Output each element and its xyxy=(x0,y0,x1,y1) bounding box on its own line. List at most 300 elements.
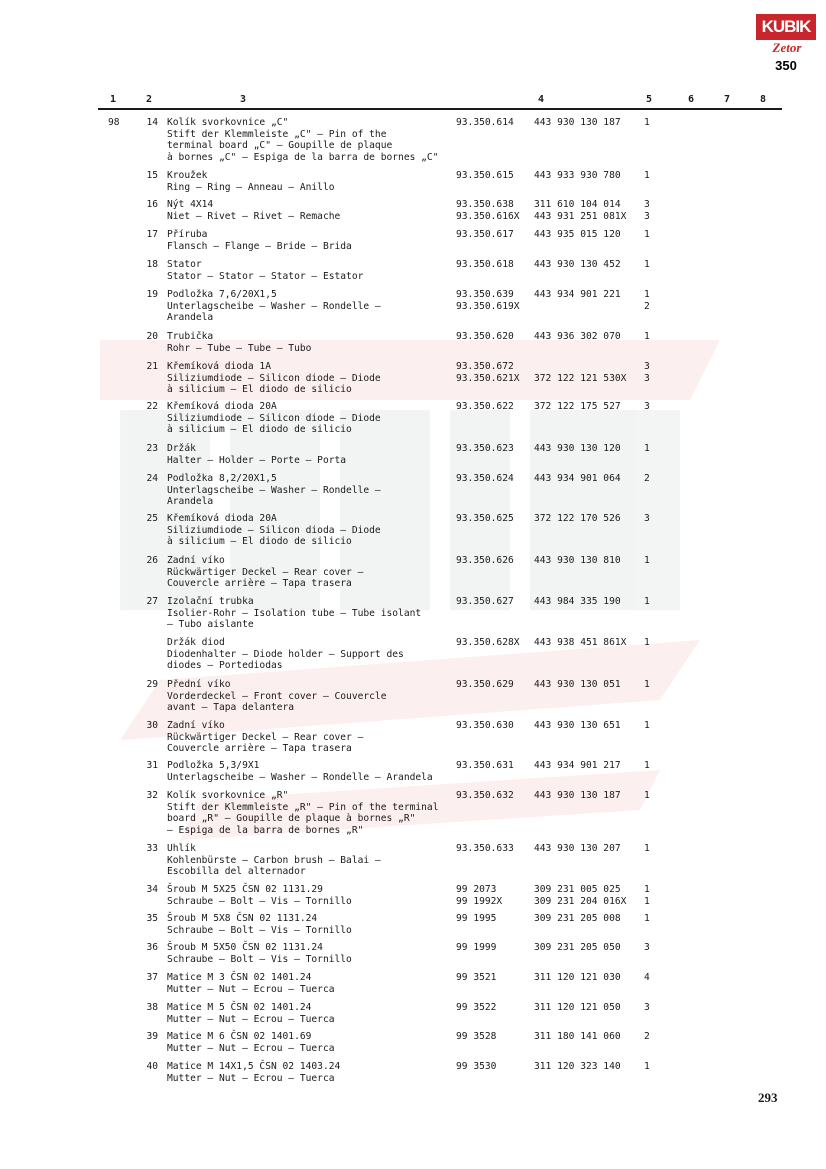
code-number-cell xyxy=(534,229,644,241)
code-number: 311 180 141 060 xyxy=(534,1031,621,1042)
description-line: Diodenhalter — Diode holder — Support des xyxy=(167,648,404,660)
position-number: 35 xyxy=(146,913,158,924)
part-number-cell xyxy=(456,942,536,954)
quantity-cell xyxy=(644,170,658,182)
part-number: 93.350.625 xyxy=(456,513,514,524)
part-number: 93.350.618 xyxy=(456,259,514,270)
quantity-cell xyxy=(644,760,658,772)
part-number: 93.350.614 xyxy=(456,117,514,128)
quantity-cell xyxy=(644,720,658,732)
description-line: Rückwärtiger Deckel — Rear cover — xyxy=(167,566,364,578)
header-rule xyxy=(98,108,782,110)
code-number: 443 930 130 120 xyxy=(534,443,621,454)
kubik-zetor-logo xyxy=(756,14,816,76)
code-number: 443 933 930 780 xyxy=(534,170,621,181)
column-header: 5 xyxy=(646,94,653,105)
code-number-cell xyxy=(534,289,644,301)
position-number: 36 xyxy=(146,942,158,953)
description-line: Unterlagscheibe — Washer — Rondelle — xyxy=(167,484,381,496)
code-number: 443 930 130 187 xyxy=(534,117,621,128)
quantity-cell xyxy=(644,361,658,384)
description-line: Unterlagscheibe — Washer — Rondelle — xyxy=(167,300,381,312)
description-line: Stator — Stator — Stator — Estator xyxy=(167,270,364,282)
code-number-cell xyxy=(534,473,644,485)
part-description xyxy=(167,790,457,836)
part-number: 93.350.627 xyxy=(456,596,514,607)
part-number: 93.350.623 xyxy=(456,443,514,454)
description-line: Zadní víko xyxy=(167,555,225,566)
part-number-cell xyxy=(456,972,536,984)
quantity-cell xyxy=(644,443,658,455)
code-number: 443 930 130 452 xyxy=(534,259,621,270)
part-number-cell xyxy=(456,361,536,384)
code-number: 311 610 104 014 xyxy=(534,199,621,210)
code-number-cell xyxy=(534,401,644,413)
part-description xyxy=(167,170,457,193)
description-line: Unterlagscheibe — Washer — Rondelle — Arandela xyxy=(167,771,433,783)
code-number-cell xyxy=(534,555,644,567)
description-line: Schraube — Bolt — Vis — Tornillo xyxy=(167,953,352,965)
column-header: 1 xyxy=(110,94,117,105)
code-number-cell xyxy=(534,443,644,455)
part-number-cell xyxy=(456,1002,536,1014)
quantity: 2 xyxy=(644,300,650,312)
code-number: 443 930 130 207 xyxy=(534,843,621,854)
code-number-cell xyxy=(534,596,644,608)
description-line: à silicium — El diodo de silicio xyxy=(167,384,352,396)
description-line: Kroužek xyxy=(167,170,208,181)
description-line: Siliziumdiode — Silicon diode — Diode xyxy=(167,372,381,384)
part-number-cell xyxy=(456,555,536,567)
code-number-cell xyxy=(534,843,644,855)
part-number: 99 2073 xyxy=(456,884,497,895)
column-header: 3 xyxy=(240,94,247,105)
quantity-cell xyxy=(644,972,658,984)
quantity: 1 xyxy=(644,596,650,607)
code-number: 309 231 204 016X xyxy=(534,895,627,907)
quantity: 1 xyxy=(644,720,650,731)
position-number: 33 xyxy=(146,843,158,854)
description-line: Rückwärtiger Deckel — Rear cover — xyxy=(167,731,364,743)
description-line: Držák xyxy=(167,443,196,454)
part-number: 93.350.632 xyxy=(456,790,514,801)
position-number: 26 xyxy=(146,555,158,566)
code-number-cell xyxy=(534,637,644,649)
description-line: Kohlenbürste — Carbon brush — Balai — xyxy=(167,854,381,866)
quantity-cell xyxy=(644,1031,658,1043)
part-description xyxy=(167,596,457,631)
description-line: Trubička xyxy=(167,331,214,342)
code-number: 443 935 015 120 xyxy=(534,229,621,240)
column-header: 6 xyxy=(688,94,695,105)
column-header: 4 xyxy=(538,94,545,105)
quantity-cell xyxy=(644,117,658,129)
part-number-cell xyxy=(456,443,536,455)
code-number-cell xyxy=(534,720,644,732)
quantity: 3 xyxy=(644,210,650,222)
part-number-cell xyxy=(456,843,536,855)
position-number: 20 xyxy=(146,331,158,342)
code-number: 311 120 121 050 xyxy=(534,1002,621,1013)
code-number: 443 930 130 051 xyxy=(534,679,621,690)
part-number: 93.350.624 xyxy=(456,473,514,484)
description-line: diodes — Portediodas xyxy=(167,660,283,672)
code-number-cell xyxy=(534,361,644,384)
description-line: Matice M 14X1,5 ČSN 02 1403.24 xyxy=(167,1061,341,1072)
part-number: 99 1995 xyxy=(456,913,497,924)
description-line: Rohr — Tube — Tube — Tubo xyxy=(167,342,312,354)
part-description xyxy=(167,972,457,995)
position-number: 23 xyxy=(146,443,158,454)
description-line: Nýt 4X14 xyxy=(167,199,214,210)
part-number-cell xyxy=(456,913,536,925)
quantity-cell xyxy=(644,259,658,271)
part-description xyxy=(167,1031,457,1054)
part-number: 93.350.672 xyxy=(456,361,514,372)
quantity-cell xyxy=(644,843,658,855)
part-number: 93.350.628X xyxy=(456,637,520,648)
quantity: 1 xyxy=(644,843,650,854)
quantity-cell xyxy=(644,884,658,907)
code-number-cell xyxy=(534,1061,644,1073)
description-line: Niet — Rivet — Rivet — Remache xyxy=(167,210,341,222)
code-number: 443 930 130 651 xyxy=(534,720,621,731)
part-description xyxy=(167,679,457,714)
position-number: 38 xyxy=(146,1002,158,1013)
logo-brand: KUBIK xyxy=(756,14,816,40)
logo-sub: Zetor xyxy=(772,40,802,55)
part-description xyxy=(167,401,457,436)
part-number-cell xyxy=(456,1061,536,1073)
part-number-cell xyxy=(456,790,536,802)
part-number: 93.350.630 xyxy=(456,720,514,731)
part-description xyxy=(167,443,457,466)
quantity-cell xyxy=(644,473,658,485)
position-number: 27 xyxy=(146,596,158,607)
description-line: Podložka 5,3/9X1 xyxy=(167,760,260,771)
code-number: 443 930 130 187 xyxy=(534,790,621,801)
part-number: 93.350.616X xyxy=(456,210,520,222)
part-description xyxy=(167,199,457,222)
quantity-cell xyxy=(644,513,658,525)
group-number: 98 xyxy=(108,117,120,128)
part-description xyxy=(167,473,457,508)
quantity-cell xyxy=(644,596,658,608)
description-line: board „R" — Goupille de plaque à bornes „R" xyxy=(167,813,416,825)
code-number: 443 934 901 217 xyxy=(534,760,621,771)
quantity: 1 xyxy=(644,1061,650,1072)
description-line: Ring — Ring — Anneau — Anillo xyxy=(167,181,335,193)
part-description xyxy=(167,637,457,672)
part-description xyxy=(167,720,457,755)
description-line: Příruba xyxy=(167,229,208,240)
part-description xyxy=(167,331,457,354)
description-line: à silicium — El diodo de silicio xyxy=(167,424,352,436)
part-description xyxy=(167,513,457,548)
part-number-cell xyxy=(456,513,536,525)
description-line: Kolík svorkovnice „R" xyxy=(167,790,289,801)
quantity: 2 xyxy=(644,1031,650,1042)
quantity-cell xyxy=(644,637,658,649)
part-description xyxy=(167,259,457,282)
position-number: 32 xyxy=(146,790,158,801)
code-number-cell xyxy=(534,331,644,343)
part-number: 99 3530 xyxy=(456,1061,497,1072)
quantity-cell xyxy=(644,942,658,954)
part-number: 93.350.619X xyxy=(456,300,520,312)
code-number: 372 122 170 526 xyxy=(534,513,621,524)
code-number: 311 120 121 030 xyxy=(534,972,621,983)
description-line: Siliziumdiode — Silicon diode — Diode xyxy=(167,412,381,424)
code-number-cell xyxy=(534,117,644,129)
part-number: 93.350.622 xyxy=(456,401,514,412)
description-line: Schraube — Bolt — Vis — Tornillo xyxy=(167,895,352,907)
part-number: 93.350.626 xyxy=(456,555,514,566)
quantity: 1 xyxy=(644,443,650,454)
position-number: 16 xyxy=(146,199,158,210)
code-number: 372 122 175 527 xyxy=(534,401,621,412)
part-number-cell xyxy=(456,259,536,271)
part-number-cell xyxy=(456,117,536,129)
part-description xyxy=(167,884,457,907)
description-line: Mutter — Nut — Ecrou — Tuerca xyxy=(167,1013,335,1025)
description-line: Podložka 7,6/20X1,5 xyxy=(167,289,277,300)
page-number: 293 xyxy=(758,1090,778,1105)
position-number: 24 xyxy=(146,473,158,484)
quantity-cell xyxy=(644,229,658,241)
code-number-cell xyxy=(534,1002,644,1014)
code-number: 443 984 335 190 xyxy=(534,596,621,607)
position-number: 18 xyxy=(146,259,158,270)
quantity: 1 xyxy=(644,331,650,342)
position-number: 29 xyxy=(146,679,158,690)
description-line: Držák diod xyxy=(167,637,225,648)
code-number: 443 930 130 810 xyxy=(534,555,621,566)
part-number-cell xyxy=(456,473,536,485)
part-description xyxy=(167,361,457,396)
quantity: 3 xyxy=(644,1002,650,1013)
description-line: Křemíková dioda 20A xyxy=(167,513,277,524)
description-line: Siliziumdiode — Silicon dioda — Diode xyxy=(167,524,381,536)
part-description xyxy=(167,1002,457,1025)
part-number: 93.350.621X xyxy=(456,372,520,384)
quantity: 1 xyxy=(644,913,650,924)
code-number: 443 931 251 081X xyxy=(534,210,627,222)
quantity: 2 xyxy=(644,473,650,484)
quantity-cell xyxy=(644,199,658,222)
description-line: Halter — Holder — Porte — Porta xyxy=(167,454,347,466)
description-line: Schraube — Bolt — Vis — Tornillo xyxy=(167,924,352,936)
part-number-cell xyxy=(456,760,536,772)
quantity: 1 xyxy=(644,895,650,907)
column-header: 2 xyxy=(146,94,153,105)
description-line: Šroub M 5X8 ČSN 02 1131.24 xyxy=(167,913,318,924)
quantity: 1 xyxy=(644,790,650,801)
quantity-cell xyxy=(644,679,658,691)
description-line: Matice M 5 ČSN 02 1401.24 xyxy=(167,1002,312,1013)
description-line: Přední víko xyxy=(167,679,231,690)
description-line: à silicium — El diodo de silicio xyxy=(167,536,352,548)
position-number: 39 xyxy=(146,1031,158,1042)
code-number: 372 122 121 530X xyxy=(534,372,627,384)
quantity: 3 xyxy=(644,361,650,372)
quantity: 1 xyxy=(644,637,650,648)
code-number-cell xyxy=(534,513,644,525)
quantity-cell xyxy=(644,913,658,925)
position-number: 31 xyxy=(146,760,158,771)
code-number-cell xyxy=(534,790,644,802)
description-line: Mutter — Nut — Ecrou — Tuerca xyxy=(167,1072,335,1084)
position-number: 21 xyxy=(146,361,158,372)
description-line: Podložka 8,2/20X1,5 xyxy=(167,473,277,484)
code-number: 443 934 901 221 xyxy=(534,289,621,300)
description-line: Arandela xyxy=(167,312,214,324)
description-line: Stator xyxy=(167,259,202,270)
quantity: 1 xyxy=(644,170,650,181)
code-number-cell xyxy=(534,259,644,271)
code-number: 309 231 005 025 xyxy=(534,884,621,895)
quantity: 1 xyxy=(644,289,650,300)
part-number: 99 3521 xyxy=(456,972,497,983)
code-number: 443 938 451 861X xyxy=(534,637,627,648)
code-number-cell xyxy=(534,199,644,222)
code-number-cell xyxy=(534,1031,644,1043)
position-number: 14 xyxy=(146,117,158,128)
part-number-cell xyxy=(456,401,536,413)
quantity-cell xyxy=(644,401,658,413)
quantity-cell xyxy=(644,331,658,343)
position-number: 37 xyxy=(146,972,158,983)
code-number-cell xyxy=(534,884,644,907)
part-number-cell xyxy=(456,229,536,241)
part-number: 99 3528 xyxy=(456,1031,497,1042)
position-number: 19 xyxy=(146,289,158,300)
description-line: Isolier-Rohr — Isolation tube — Tube isolant xyxy=(167,607,422,619)
code-number-cell xyxy=(534,679,644,691)
column-header: 7 xyxy=(724,94,731,105)
position-number: 34 xyxy=(146,884,158,895)
part-number: 93.350.629 xyxy=(456,679,514,690)
description-line: Kolík svorkovnice „C" xyxy=(167,117,289,128)
description-line: Mutter — Nut — Ecrou — Tuerca xyxy=(167,1042,335,1054)
code-number-cell xyxy=(534,972,644,984)
description-line: Couvercle arrière — Tapa trasera xyxy=(167,578,352,590)
part-description xyxy=(167,555,457,590)
part-number: 99 3522 xyxy=(456,1002,497,1013)
part-number-cell xyxy=(456,199,536,222)
quantity: 3 xyxy=(644,513,650,524)
description-line: Křemíková dioda 20A xyxy=(167,401,277,412)
description-line: Matice M 3 ČSN 02 1401.24 xyxy=(167,972,312,983)
description-line: terminal board „C" — Goupille de plaque xyxy=(167,140,393,152)
part-description xyxy=(167,1061,457,1084)
description-line: Izolační trubka xyxy=(167,596,254,607)
quantity: 1 xyxy=(644,679,650,690)
description-line: à bornes „C" — Espiga de la barra de bornes „C" xyxy=(167,151,439,163)
quantity-cell xyxy=(644,289,658,312)
part-number: 93.350.638 xyxy=(456,199,514,210)
position-number: 40 xyxy=(146,1061,158,1072)
part-number: 93.350.639 xyxy=(456,289,514,300)
code-number: 311 120 323 140 xyxy=(534,1061,621,1072)
part-number: 93.350.620 xyxy=(456,331,514,342)
part-number: 93.350.615 xyxy=(456,170,514,181)
quantity: 1 xyxy=(644,760,650,771)
part-number-cell xyxy=(456,637,536,649)
part-number-cell xyxy=(456,170,536,182)
position-number: 17 xyxy=(146,229,158,240)
code-number: 309 231 205 050 xyxy=(534,942,621,953)
description-line: Šroub M 5X25 ČSN 02 1131.29 xyxy=(167,884,323,895)
position-number: 15 xyxy=(146,170,158,181)
part-number-cell xyxy=(456,289,536,312)
column-header: 8 xyxy=(760,94,767,105)
quantity: 1 xyxy=(644,117,650,128)
description-line: Couvercle arrière — Tapa trasera xyxy=(167,743,352,755)
code-number: 309 231 205 008 xyxy=(534,913,621,924)
quantity-cell xyxy=(644,1002,658,1014)
quantity-cell xyxy=(644,1061,658,1073)
quantity-cell xyxy=(644,790,658,802)
description-line: Stift der Klemmleiste „R" — Pin of the terminal xyxy=(167,801,439,813)
quantity: 3 xyxy=(644,372,650,384)
quantity-cell xyxy=(644,555,658,567)
part-number: 99 1992X xyxy=(456,895,503,907)
description-line: Flansch — Flange — Bride — Brida xyxy=(167,240,352,252)
part-number-cell xyxy=(456,331,536,343)
code-number xyxy=(534,361,644,373)
quantity: 3 xyxy=(644,199,650,210)
part-description xyxy=(167,117,457,163)
part-number-cell xyxy=(456,884,536,907)
part-number-cell xyxy=(456,679,536,691)
code-number-cell xyxy=(534,760,644,772)
part-description xyxy=(167,843,457,878)
description-line: Stift der Klemmleiste „C" — Pin of the xyxy=(167,128,387,140)
description-line: — Tubo aislante xyxy=(167,619,254,631)
description-line: Zadní víko xyxy=(167,720,225,731)
part-description xyxy=(167,289,457,324)
description-line: Uhlík xyxy=(167,843,196,854)
part-number-cell xyxy=(456,1031,536,1043)
code-number-cell xyxy=(534,913,644,925)
description-line: Šroub M 5X50 ČSN 02 1131.24 xyxy=(167,942,323,953)
description-line: avant — Tapa delantera xyxy=(167,702,295,714)
quantity: 1 xyxy=(644,229,650,240)
part-number: 93.350.631 xyxy=(456,760,514,771)
part-number-cell xyxy=(456,596,536,608)
quantity: 4 xyxy=(644,972,650,983)
part-description xyxy=(167,229,457,252)
description-line: Matice M 6 ČSN 02 1401.69 xyxy=(167,1031,312,1042)
part-description xyxy=(167,760,457,783)
part-number: 93.350.633 xyxy=(456,843,514,854)
part-description xyxy=(167,942,457,965)
position-number: 25 xyxy=(146,513,158,524)
quantity: 1 xyxy=(644,555,650,566)
part-number: 93.350.617 xyxy=(456,229,514,240)
quantity: 3 xyxy=(644,942,650,953)
quantity: 3 xyxy=(644,401,650,412)
description-line: Křemíková dioda 1A xyxy=(167,361,271,372)
part-number-cell xyxy=(456,720,536,732)
description-line: Mutter — Nut — Ecrou — Tuerca xyxy=(167,983,335,995)
code-number: 443 936 302 070 xyxy=(534,331,621,342)
code-number: 443 934 901 064 xyxy=(534,473,621,484)
code-number-cell xyxy=(534,942,644,954)
description-line: — Espiga de la barra de bornes „R" xyxy=(167,824,364,836)
part-description xyxy=(167,913,457,936)
